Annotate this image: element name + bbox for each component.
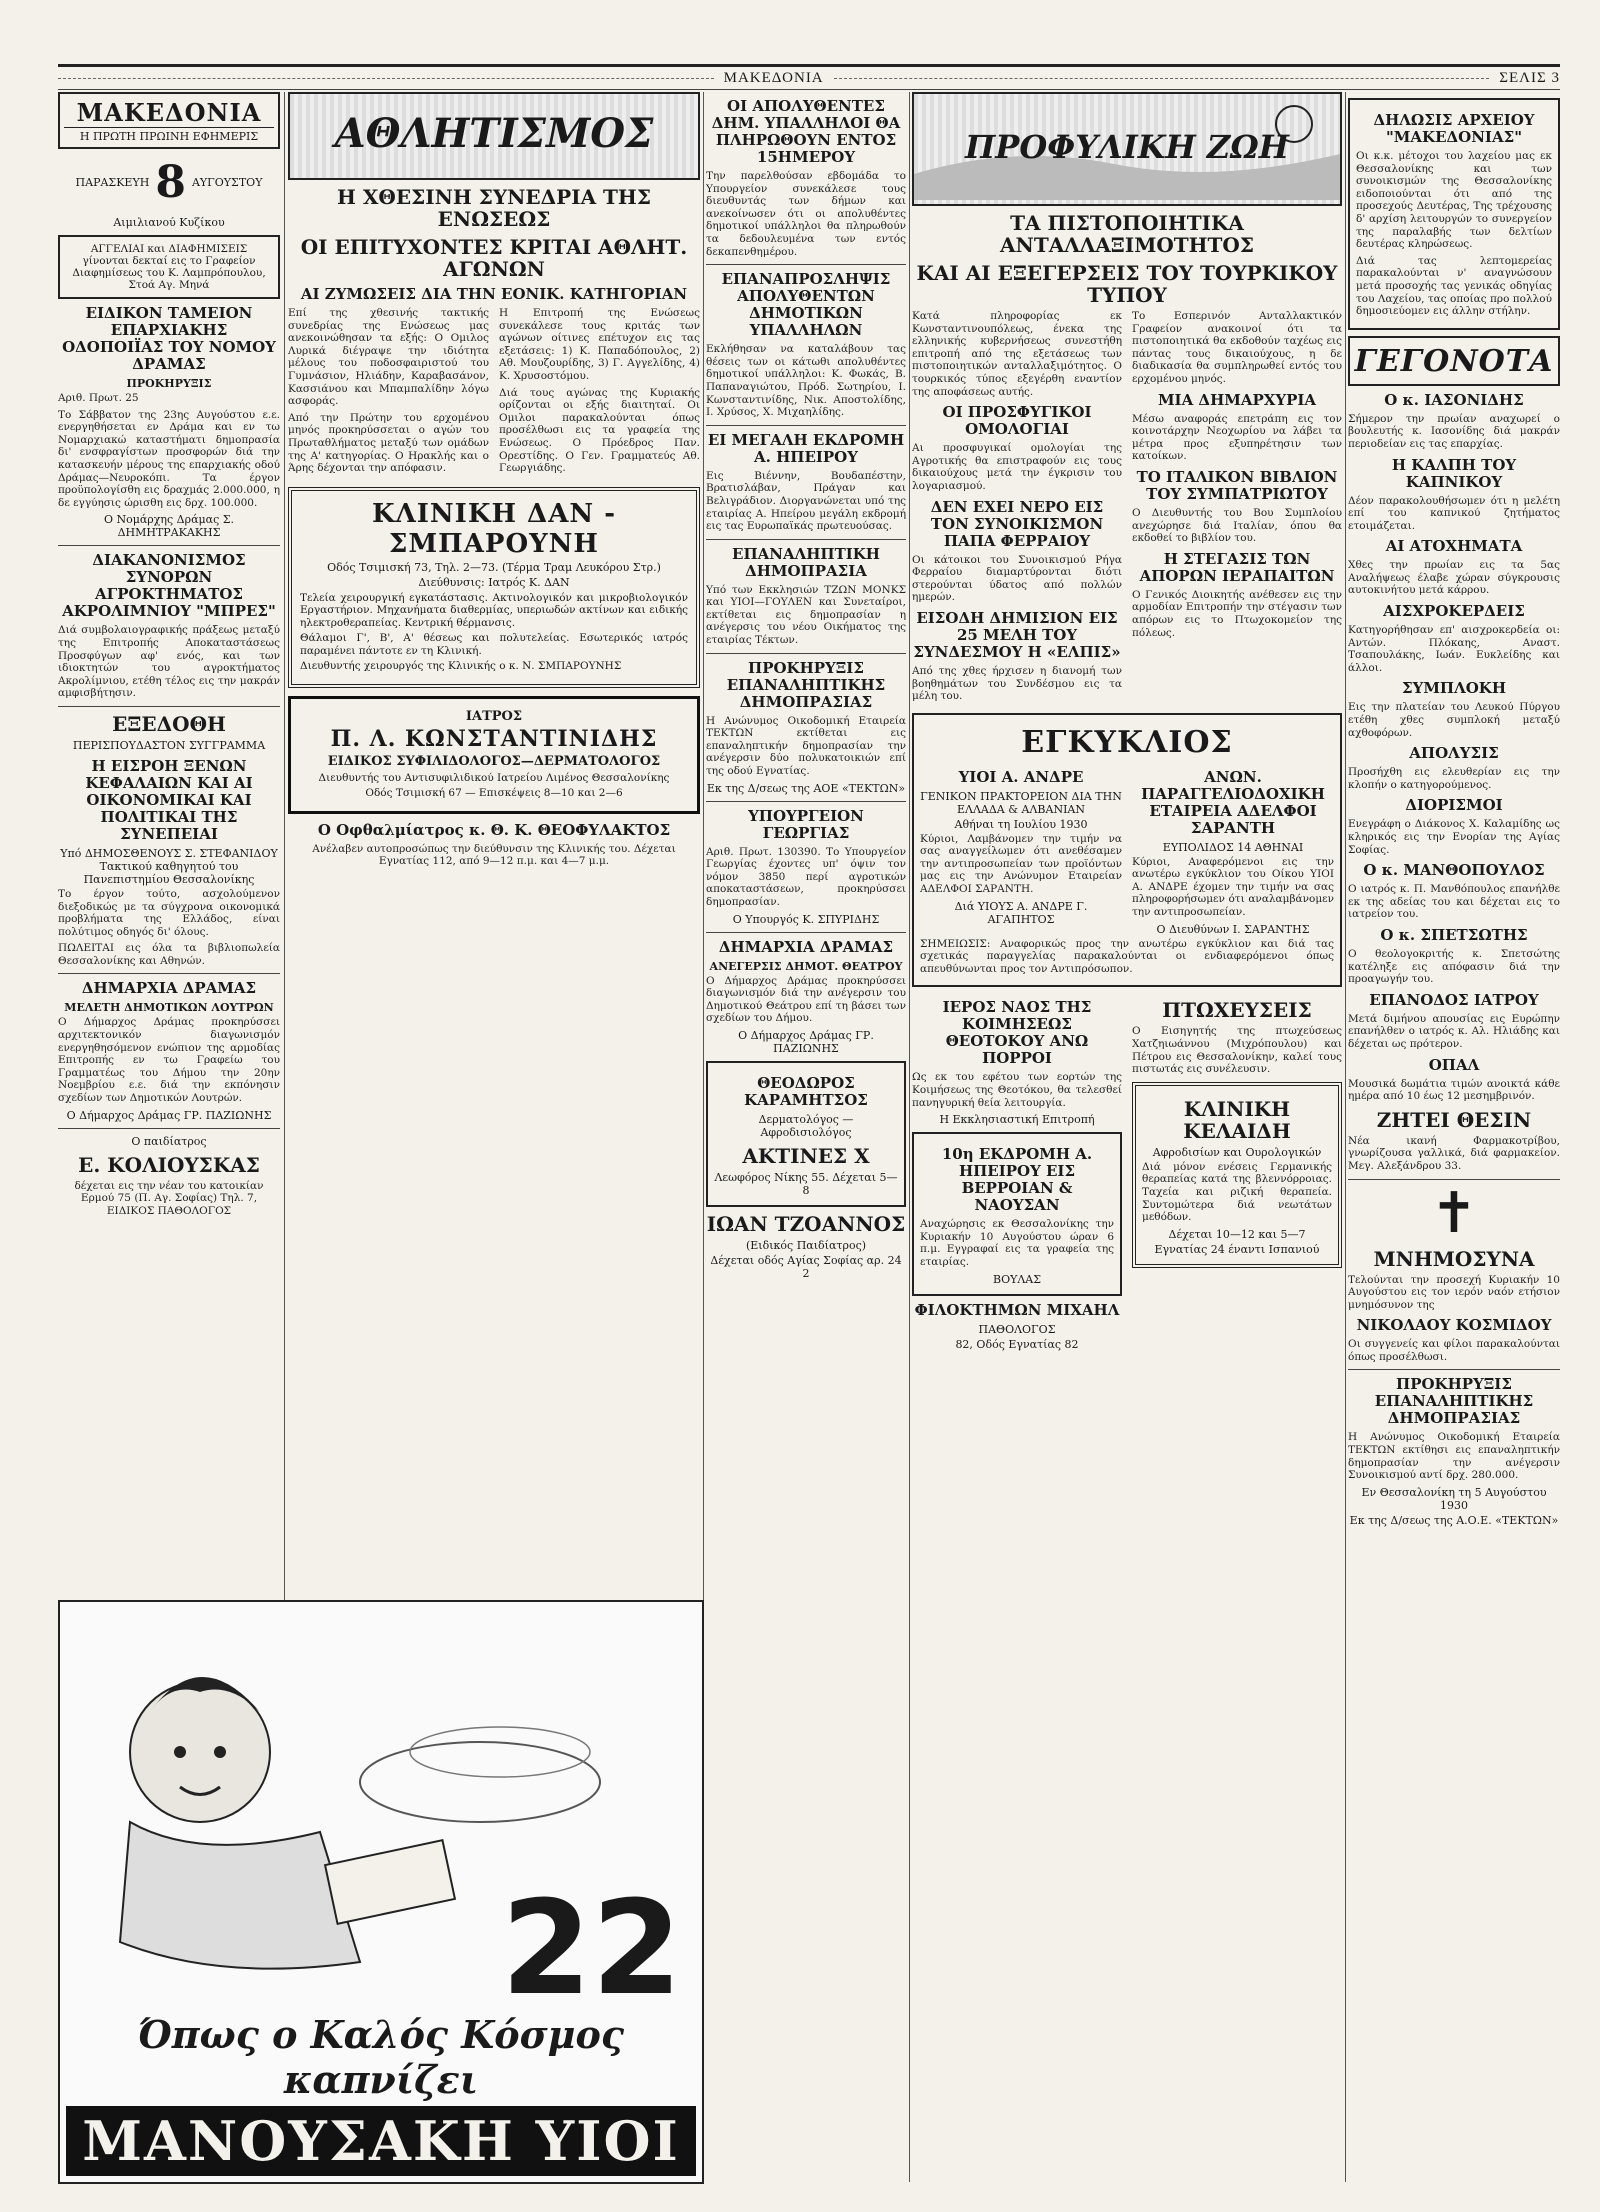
exedothi-body: Το έργον τούτο, ασχολούμενον διεξοδικώς με τα σύγχρονα οικονομικά προβλήματα της Ελλάδος, είναι πολύτιμος οδηγός δι' όλους. bbox=[58, 887, 280, 938]
encyclical-left-heading: ΥΙΟΙ Α. ΑΝΔΡΕ bbox=[958, 767, 1084, 786]
c4-body-7: Ο Διευθυντής του Βου Συμπλοίου ανεχώρησε διά Ιταλίαν, όπου θα εκδοθεί το βιβλίον του. bbox=[1132, 506, 1342, 545]
divider bbox=[58, 706, 280, 707]
karamitsos-rays: ΑΚΤΙΝΕΣ Χ bbox=[742, 1143, 870, 1168]
c4-col-b bbox=[1132, 310, 1342, 707]
encyclical-right bbox=[1132, 763, 1334, 938]
tameion-heading: ΕΙΔΙΚΟΝ ΤΑΜΕΙΟΝ ΕΠΑΡΧΙΑΚΗΣ ΟΔΟΠΟΙΪΑΣ ΤΟΥ ΝΟΜΟΥ ΔΡΑΜΑΣ bbox=[62, 304, 276, 373]
news-10-body: Μετά διμήνου απουσίας εις Ευρώπην επανήλθεν ο ιατρός κ. Αλ. Ηλιάδης και δέχεται ως πρότερον. bbox=[1348, 1012, 1560, 1050]
c3-body-7: Ο Δήμαρχος Δράμας προκηρύσσει διαγωνισμόν διά την ανέγερσιν του Δημοτικού Θεάτρου επί τη βάσει των σχεδίων του Δήμου. bbox=[706, 974, 906, 1025]
news-6-heading: ΑΠΟΛΥΣΙΣ bbox=[1409, 744, 1499, 763]
c4-headline-1: ΤΑ ΠΙΣΤΟΠΟΙΗΤΙΚΑ ΑΝΤΑΛΛΑΞΙΜΟΤΗΤΟΣ bbox=[1000, 211, 1254, 257]
dimarchia-subheading: ΜΕΛΕΤΗ ΔΗΜΟΤΙΚΩΝ ΛΟΥΤΡΩΝ bbox=[64, 1001, 274, 1015]
c3-body-1: Την παρελθούσαν εβδομάδα το Υπουργείον συνεκάλεσε τους διευθυντάς των δήμων και ανεκοίνωσεν ότι οι απολυθέντες δημοτικοί υπάλληλοι θα πληρωθούν τα δεδουλευμένα των εντός δεκαπενθημέρου. bbox=[706, 170, 906, 258]
michail-specialty: ΠΑΘΟΛΟΓΟΣ bbox=[978, 1322, 1056, 1336]
divider bbox=[1348, 1179, 1560, 1180]
encyclical-note: ΣΗΜΕΙΩΣΙΣ: Αναφορικώς προς την ανωτέρω εγκύκλιον και διά τας σχετικάς παραγγελίας παρακαλούνται οι ενδιαφερόμενοι όπως απευθύνωνται προς τον Αντιπρόσωπον. bbox=[920, 937, 1334, 975]
konstantinidis-label: ΙΑΤΡΟΣ bbox=[465, 708, 523, 724]
c4-headline-4: ΔΕΝ ΕΧΕΙ ΝΕΡΟ ΕΙΣ ΤΟΝ ΣΥΝΟΙΚΙΣΜΟΝ ΠΑΠΑ ΦΕΡΡΑΙΟΥ bbox=[930, 497, 1104, 550]
dimarchia-signature: Ο Δήμαρχος Δράμας ΓΡ. ΠΑΖΙΩΝΗΣ bbox=[66, 1108, 272, 1122]
job-wanted-heading: ΖΗΤΕΙ ΘΕΣΙΝ bbox=[1376, 1107, 1532, 1132]
c4-headline-2: ΟΙ ΠΡΟΣΦΥΓΙΚΟΙ ΟΜΟΛΟΓΙΑΙ bbox=[942, 403, 1092, 439]
lottery-heading: ΔΗΛΩΣΙΣ ΑΡΧΕΙΟΥ "ΜΑΚΕΔΟΝΙΑΣ" bbox=[1373, 111, 1535, 146]
news-9-body: Ο θεολογοκριτής κ. Σπετσώτης κατέληξε εις απόφασιν διά την προαγωγήν του. bbox=[1348, 947, 1560, 986]
memorial-body-2: Οι συγγενείς και φίλοι παρακαλούνται όπως προσέλθωσι. bbox=[1348, 1338, 1560, 1363]
tobacco-brand-number: 22 bbox=[501, 1872, 682, 2024]
divider bbox=[58, 1128, 280, 1129]
news-1-body: Σήμερον την πρωίαν αναχωρεί ο βουλευτής κ. Ιασονίδης διά μακράν περιοδείαν εις τας επαρχίας. bbox=[1348, 412, 1560, 450]
c3-body-5: Η Ανώνυμος Οικοδομική Εταιρεία ΤΕΚΤΩΝ εκτίθεται εις επαναληπτικήν δημοπρασίαν την ανέγερσιν δύο πολυκατοικιών επί της οδού Εγνατίας. bbox=[706, 714, 906, 778]
sports-body-1: Επί της χθεσινής τακτικής συνεδρίας της Ενώσεως μας ανεκοινώθησαν τα εξής: Ο Ομιλος Λυρικά διέγραψε την ιδιότητα μέλους του ποδοσφαιριστού του Γυμνάσιον, Ηλιάδην, Καραβασάνον, Κασσιάνου και Μπαμπαλίδην λόγω ασφοράς. bbox=[288, 307, 489, 408]
clinic-address: Οδός Τσιμισκή 73, Τηλ. 2—73. (Τέρμα Τραμ Λευκόρου Στρ.) bbox=[327, 560, 661, 574]
c3-signature-5: Εκ της Δ/σεως της ΑΟΕ «ΤΕΚΤΩΝ» bbox=[706, 781, 906, 795]
lottery-note: Διά τας λεπτομερείας παρακαλούνται ν' αναγνώσουν μετά προσοχής τας γενικάς οδηγίας του Λαχείου, τας οποίας προ πολλού δημοσιεύομεν εις άλλην στήλην. bbox=[1356, 254, 1552, 318]
c3-headline-3: ΕΙ ΜΕΓΑΛΗ ΕΚΔΡΟΜΗ Α. ΗΠΕΙΡΟΥ bbox=[707, 430, 905, 466]
diag-body: Διά συμβολαιογραφικής πράξεως μεταξύ της Επιτροπής Αποκαταστάσεως Προσφύγων αφ' ενός, και των ιδιοκτητών του αγροκτήματος Ακρολίμνιου, ετέθη τέλος εις την μακράν αμφισβήτησιν. bbox=[58, 624, 280, 700]
divider bbox=[706, 425, 906, 426]
c3-body-6: Αριθ. Πρωτ. 130390. Το Υπουργείον Γεωργίας έχοντες υπ' όψιν τον νόμον 3850 περί αγροτικών αποκαταστάσεων, προκηρύσσει δημοπρασίαν. bbox=[706, 845, 906, 908]
kelaidi-address: Εγνατίας 24 έναντι Ισπανιού bbox=[1154, 1242, 1320, 1256]
kelaidi-title: ΚΛΙΝΙΚΗ ΚΕΛΑΙΔΗ bbox=[1183, 1096, 1291, 1143]
koliouskas-body: δέχεται εις την νέαν του κατοικίαν Ερμού 75 (Π. Αγ. Σοφίας) Τηλ. 7, ΕΙΔΙΚΟΣ ΠΑΘΟΛΟΓΟΣ bbox=[74, 1179, 264, 1217]
sports-article-col-b bbox=[499, 307, 700, 479]
koliouskas-name: Ε. ΚΟΛΙΟΥΣΚΑΣ bbox=[78, 1152, 260, 1177]
cross-icon: ✝ bbox=[1430, 1180, 1478, 1246]
bankruptcies-body: Ο Εισηγητής της πτωχεύσεως Χατζηιωάννου (Μιχρόπουλου) και Πέτρου εις Θεσσαλονίκην, καλεί τους πιστωτάς εις συνέλευσιν. bbox=[1132, 1025, 1342, 1076]
logo-title: ΜΑΚΕΔΟΝΙΑ bbox=[76, 98, 262, 127]
news-3-body: Χθες την πρωίαν εις τα 5ας Αναλήψεως έλαβε χώραν σύγκρουσις αυτοκινήτου μετά κάρρου. bbox=[1348, 559, 1560, 597]
news-3-heading: ΑΙ ΑΤΟΧΗΜΑΤΑ bbox=[1385, 537, 1523, 556]
auction-body: Η Ανώνυμος Οικοδομική Εταιρεία ΤΕΚΤΩΝ εκτίθησι εις επαναληπτικήν δημοπρασίαν την ανέγερσιν Συνοικισμού αντί δρχ. 280.000. bbox=[1348, 1431, 1560, 1482]
news-9-heading: Ο κ. ΣΠΕΤΣΩΤΗΣ bbox=[1380, 925, 1528, 944]
news-2-body: Δέον παρακολουθήσωμεν ότι η μελέτη επί του καπνικού ζητήματος ετοιμάζεται. bbox=[1348, 494, 1560, 532]
tobacco-slogan: Όπως ο Καλός Κόσμος καπνίζει bbox=[138, 2012, 624, 2102]
clinic-director: Διεύθυνσις: Ιατρός Κ. ΔΑΝ bbox=[418, 575, 570, 589]
encyclical-left-date: Αθήναι τη Ιουλίου 1930 bbox=[954, 817, 1088, 831]
encyclical-right-body: Κύριοι, Αναφερόμενοι εις την ανωτέρω εγκύκλιον του Οίκου ΥΙΟΙ Α. ΑΝΔΡΕ έχομεν την τιμήν να σας πληροφορήσωμεν ότι αναλαμβάνομεν την αντιπροσωπείαν. bbox=[1132, 855, 1334, 919]
divider bbox=[1348, 1369, 1560, 1370]
church-body: Ως εκ του εφέτου των εορτών της Κοιμήσεως της Θεοτόκου, θα τελεσθεί πανηγυρική θεία λειτουργία. bbox=[912, 1071, 1122, 1109]
encyclical-notice bbox=[912, 713, 1342, 988]
c3-headline-2: ΕΠΑΝΑΠΡΟΣΛΗΨΙΣ ΑΠΟΛΥΘΕΝΤΩΝ ΔΗΜΟΤΙΚΩΝ ΥΠΑΛΛΗΛΩΝ bbox=[721, 270, 891, 340]
dimarchia-body: Ο Δήμαρχος Δράμας προκηρύσσει αρχιτεκτονικόν διαγωνισμόν ενεργηθησόμενον ενώπιον της αρμοδίας Επιτροπής εν τω Γραφείω του Γραμματέως του Δήμου την 20ην Νοεμβρίου ε.ε. διά την εκπόνησιν σχεδίων των Δημοτικών Λουτρών. bbox=[58, 1016, 280, 1105]
excursion-signature: ΒΟΥΛΑΣ bbox=[992, 1272, 1042, 1286]
news-1-heading: Ο κ. ΙΑΣΟΝΙΔΗΣ bbox=[1384, 390, 1524, 409]
encyclical-right-signature: Ο Διευθύνων Ι. ΣΑΡΑΝΤΗΣ bbox=[1156, 922, 1310, 936]
exedothi-author: Υπό ΔΗΜΟΣΘΕΝΟΥΣ Σ. ΣΤΕΦΑΝΙΔΟΥ Τακτικού καθηγητού του Πανεπιστημίου Θεσσαλονίκης bbox=[60, 846, 278, 886]
sports-body-4: Διά τους αγώνας της Κυριακής ορίζονται οι εξής διαιτηταί. Οι Ομιλοι παρακαλούνται όπως προσέλθωσι εις τα γραφεία της Ενώσεως. Ο Πρόεδρος Παν. Ορεστίδης. Ο Γεν. Γραμματεύς Αθ. Γεωργιάδης. bbox=[499, 386, 700, 475]
masthead bbox=[58, 64, 1560, 90]
column-rule bbox=[1345, 92, 1346, 2182]
excursion-heading: 10η ΕΚΔΡΟΜΗ Α. ΗΠΕΙΡΟΥ ΕΙΣ ΒΕΡΡΟΙΑΝ & ΝΑΟΥΣΑΝ bbox=[941, 1145, 1093, 1215]
auction-signature: Εκ της Δ/σεως της Α.Ο.Ε. «ΤΕΚΤΩΝ» bbox=[1349, 1513, 1559, 1527]
news-2-heading: Η ΚΑΛΠΗ ΤΟΥ ΚΑΠΝΙΚΟΥ bbox=[1391, 455, 1517, 491]
c3-headline-4: ΕΠΑΝΑΛΗΠΤΙΚΗ ΔΗΜΟΠΡΑΣΙΑ bbox=[732, 544, 880, 580]
c3-headline-1: ΟΙ ΑΠΟΛΥΘΕΝΤΕΣ ΔΗΜ. ΥΠΑΛΛΗΛΟΙ ΘΑ ΠΛΗΡΩΘΟΥΝ ΕΝΤΟΣ 15ΗΜΕΡΟΥ bbox=[711, 97, 901, 166]
bankruptcies-heading: ΠΤΩΧΕΥΣΕΙΣ bbox=[1162, 998, 1312, 1023]
church-signature: Η Εκκλησιαστική Επιτροπή bbox=[939, 1113, 1095, 1127]
divider bbox=[706, 264, 906, 265]
c4-headline-7: Η ΣΤΕΓΑΣΙΣ ΤΩΝ ΑΠΟΡΩΝ ΙΕΡΑΠΑΙΤΩΝ bbox=[1139, 549, 1335, 585]
tzoannos-name: ΙΩΑΝ ΤΖΟΑΝΝΟΣ bbox=[706, 1211, 906, 1236]
tameion-ref: Αριθ. Πρωτ. 25 bbox=[58, 392, 139, 404]
encyclical-columns bbox=[920, 763, 1334, 938]
logo-subtitle: Η ΠΡΩΤΗ ΠΡΩΙΝΗ ΕΦΗΜΕΡΙΣ bbox=[64, 127, 274, 143]
karamitsos-advert bbox=[706, 1061, 906, 1207]
sports-body-3: Η Επιτροπή της Ενώσεως συνεκάλεσε τους κριτάς των αγώνων οίτινες επέτυχον εις τας εξετάσεις: 1) Κ. Παπαδόπουλος, 2) Αθ. Μουζουρίδης, 3) Γ. Αγγελίδης, 4) Κ. Χρυσοστόμου. bbox=[499, 307, 700, 382]
newspaper-logo bbox=[58, 92, 280, 149]
news-8-heading: Ο κ. ΜΑΝΘΟΠΟΥΛΟΣ bbox=[1363, 861, 1545, 880]
sports-body-2: Από την Πρώτην του ερχομένου μηνός προκηρύσσεται ο αγών του Πρωταθλήματος μεταξύ των ομάδων της Α' κατηγορίας. Ο Ηρακλής και ο Άρης δέχονται την απόφασιν. bbox=[288, 411, 489, 475]
dimarchia-heading: ΔΗΜΑΡΧΙΑ ΔΡΑΜΑΣ bbox=[81, 979, 257, 998]
c4-body-3: Αι προσφυγικαί ομολογίαι της Αγροτικής θα επιστραφούν εις τους δικαιούχους μετά την έγκρισιν του λογαριασμού. bbox=[912, 442, 1122, 492]
c3-body-4: Υπό των Εκκλησιών ΤΖΩΝ ΜΟΝΚΣ και ΥΙΟΙ—ΓΟΥΛΕΝ και Συνεταίροι, εκτίθεται εις δημοπρασίαν η ανέγερσις του νέου Οικήματος της εταιρίας Τέκτων. bbox=[706, 583, 906, 647]
news-7-body: Ενεγράφη ο Διάκονος Χ. Καλαμίδης ως κληρικός εις την Ενορίαν της Αγίας Σοφίας. bbox=[1348, 818, 1560, 856]
karamitsos-address: Λεωφόρος Νίκης 55. Δέχεται 5—8 bbox=[714, 1170, 898, 1197]
clinic-title: ΚΛΙΝΙΚΗ ΔΑΝ - ΣΜΠΑΡΟΥΝΗ bbox=[371, 498, 617, 559]
kelaidi-hours: Δέχεται 10—12 και 5—7 bbox=[1168, 1227, 1306, 1241]
encyclical-title: ΕΓΚΥΚΛΙΟΣ bbox=[1021, 724, 1233, 760]
lottery-body: Οι κ.κ. μέτοχοι του λαχείου μας εκ Θεσσαλονίκης και των συνοικισμών της Θεσσαλονίκης ειδοποιούνται ότι από της προσεχούς Δευτέρας, Της τρέχουσης δ' αρχίση λειτουργών το συνεργείον της παραλαβής των δελτίων δευτέρας κληρώσεως. bbox=[1356, 150, 1552, 251]
refugee-banner bbox=[912, 92, 1342, 206]
konstantinidis-body: Διευθυντής του Αντισυφιλιδικού Ιατρείου Λιμένος Θεσσαλονίκης bbox=[318, 771, 670, 784]
c3-body-3: Εις Βιέννην, Βουδαπέστην, Βρατισλάβαν, Πράγαν και Βελιγράδιον. Διοργανώνεται υπό της εταιρίας Α. Ηπείρου μεγάλη εκδρομή εις τας Ευρωπαϊκάς πρωτευούσας. bbox=[706, 469, 906, 533]
date-block bbox=[58, 157, 280, 208]
exedothi-sale: ΠΩΛΕΙΤΑΙ εις όλα τα βιβλιοπωλεία Θεσσαλονίκης και Αθηνών. bbox=[58, 942, 280, 967]
news-section-title: ΓΕΓΟΝΟΤΑ bbox=[1354, 343, 1554, 379]
divider bbox=[706, 539, 906, 540]
ophthalmologist-title: Ο Οφθαλμίατρος κ. Θ. Κ. ΘΕΟΦΥΛΑΚΤΟΣ bbox=[317, 820, 671, 839]
karamitsos-specialty: Δερματολόγος — Αφροδισιολόγος bbox=[758, 1112, 854, 1139]
divider bbox=[706, 932, 906, 933]
c3-signature-6: Ο Υπουργός Κ. ΣΠΥΡΙΔΗΣ bbox=[732, 912, 880, 926]
konstantinidis-advert bbox=[288, 696, 700, 814]
sports-banner-title: ΑΘΛΗΤΙΣΜΟΣ bbox=[334, 110, 654, 157]
exedothi-heading: ΕΞΕΔΟΘΗ bbox=[112, 711, 226, 736]
column-5 bbox=[1348, 92, 1560, 2182]
clinic-body: Τελεία χειρουργική εγκατάστασις. Ακτινολογικόν και μικροβιολογικόν Εργαστήριον. Μηχανήματα διαθερμίας, υπεριωδών ακτίνων και ειδικής ηλεκτροθεραπείας. Κεντρική θέρμανσις. bbox=[300, 591, 688, 629]
encyclical-right-heading: ΑΝΩΝ. ΠΑΡΑΓΓΕΛΙΟΔΟΧΙΚΗ ΕΤΑΙΡΕΙΑ ΑΔΕΛΦΟΙ ΣΑΡΑΝΤΗ bbox=[1141, 767, 1325, 837]
tameion-signature: Ο Νομάρχης Δράμας Σ. ΔΗΜΗΤΡΑΚΑΚΗΣ bbox=[103, 513, 235, 540]
karamitsos-name: ΘΕΟΔΩΡΟΣ ΚΑΡΑΜΗΤΣΟΣ bbox=[744, 1073, 868, 1109]
c4-headline-1b: ΚΑΙ ΑΙ ΕΞΕΓΕΡΣΕΙΣ ΤΟΥ ΤΟΥΡΚΙΚΟΥ ΤΥΠΟΥ bbox=[916, 261, 1338, 307]
konstantinidis-address: Οδός Τσιμισκή 67 — Επισκέψεις 8—10 και 2—6 bbox=[365, 787, 623, 800]
c4-headline-3: ΜΙΑ ΔΗΜΑΡΧΥΡΙΑ bbox=[1157, 390, 1317, 409]
divider bbox=[706, 801, 906, 802]
memorial-body: Τελούνται την προσεχή Κυριακήν 10 Αυγούστου εις τον ιερόν ναόν ετήσιον μνημόσυνον της bbox=[1348, 1273, 1560, 1311]
c4-body-2: Το Εσπερινόν Ανταλλακτικόν Γραφείον ανακοινοί ότι τα πιστοποιητικά θα εκδοθούν ταχέως εις πάντας τους δικαιούχους, η δε διαδικασία θα συμπληρωθεί εντός του ερχομένου μηνός. bbox=[1132, 310, 1342, 385]
michail-address: 82, Οδός Εγνατίας 82 bbox=[955, 1337, 1079, 1351]
koliouskas-label: Ο παιδίατρος bbox=[131, 1134, 207, 1148]
c3-signature-7: Ο Δήμαρχος Δράμας ΓΡ. ΠΑΖΙΩΝΗΣ bbox=[738, 1028, 874, 1055]
memorial-name: ΝΙΚΟΛΑΟΥ ΚΟΣΜΙΔΟΥ bbox=[1356, 1316, 1552, 1335]
masthead-left-rule bbox=[58, 78, 714, 79]
c4-body-1: Κατά πληροφορίας εκ Κωνσταντινουπόλεως, ένεκα της ελληνικής κυβερνήσεως συνεστήθη επιτροπή από της εξετάσεως των πιστοποιητικών ανταλλαξιμότητος. Ο τουρκικός τύπος εξεγέρθη εναντίον της αποφάσεως αυτής. bbox=[912, 310, 1122, 398]
encyclical-left bbox=[920, 763, 1122, 938]
sports-headline-2: ΟΙ ΕΠΙΤΥΧΟΝΤΕΣ ΚΡΙΤΑΙ ΑΘΛΗΤ. ΑΓΩΝΩΝ bbox=[300, 235, 688, 281]
news-11-heading: ΟΠΑΛ bbox=[1428, 1055, 1480, 1074]
clinic-advert bbox=[288, 487, 700, 688]
tameion-body: Το Σάββατον της 23ης Αυγούστου ε.ε. ενεργηθήσεται εν Δράμα και εν τω Νομαρχιακώ καταστήματι δημοπρασία δι' ενσφραγίστων προσφορών διά την κατασκευήν μέρους της επαρχιακής οδού Δράμας—Νευροκόπι. Τα έργον προϋπολογίσθη εις δραχμάς 2.000.000, η δε εγγύησις ώρισθη εις δρχ. 100.000. bbox=[58, 408, 280, 509]
month-name: ΑΥΓΟΥΣΤΟΥ bbox=[191, 176, 263, 189]
sports-headline-3: ΑΙ ΖΥΜΩΣΕΙΣ ΔΙΑ ΤΗΝ ΕΟΝΙΚ. ΚΑΤΗΓΟΡΙΑΝ bbox=[300, 285, 688, 303]
encyclical-left-body: Κύριοι, Λαμβάνομεν την τιμήν να σας αναγγείλωμεν ότι ανεθέσαμεν την αντιπροσωπείαν των προϊόντων μας εις την Ανώνυμον Εταιρείαν ΑΔΕΛΦΟΙ ΣΑΡΑΝΤΗ. bbox=[920, 832, 1122, 896]
news-5-body: Εις την πλατείαν του Λευκού Πύργου ετέθη χθες συμπλοκή μεταξύ αχθοφόρων. bbox=[1348, 701, 1560, 739]
c3-headline-7: ΔΗΜΑΡΧΙΑ ΔΡΑΜΑΣ bbox=[718, 937, 894, 956]
kelaidi-body: Διά μόνον ενέσεις Γερμανικής θεραπείας κατά της βλεννόρροιας. Ταχεία και ριζική θεραπεία. Συντομώτερα διά νεωτάτων μεθόδων. bbox=[1142, 1160, 1332, 1224]
news-10-heading: ΕΠΑΝΟΔΟΣ ΙΑΤΡΟΥ bbox=[1369, 990, 1539, 1009]
column-rule bbox=[909, 92, 910, 2182]
divider bbox=[58, 545, 280, 546]
page-number: ΣΕΛΙΣ 3 bbox=[1499, 69, 1561, 86]
encyclical-right-address: ΕΥΠΟΛΙΔΟΣ 14 ΑΘΗΝΑΙ bbox=[1162, 840, 1304, 854]
exedothi-book-title: Η ΕΙΣΡΟΗ ΞΕΝΩΝ ΚΕΦΑΛΑΙΩΝ ΚΑΙ ΑΙ ΟΙΚΟΝΟΜΙΚΑΙ ΚΑΙ ΠΟΛΙΤΙΚΑΙ ΤΗΣ ΣΥΝΕΠΕΙΑΙ bbox=[85, 756, 253, 843]
konstantinidis-specialty: ΕΙΔΙΚΟΣ ΣΥΦΙΛΙΔΟΛΟΓΟΣ—ΔΕΡΜΑΤΟΛΟΓΟΣ bbox=[327, 753, 661, 769]
news-11-body: Μουσικά δωμάτια τιμών ανοικτά κάθε ημέρα από 10 έως 12 μεσημβρινόν. bbox=[1348, 1077, 1560, 1103]
ophthalmologist-body: Ανέλαβεν αυτοπροσώπως την διεύθυνσιν της Κλινικής του. Δέχεται Εγνατίας 112, από 9—12 π.μ. και 4—7 μ.μ. bbox=[312, 842, 676, 868]
job-wanted-body: Νέα ικανή Φαρμακοτρίβου, γνωρίζουσα γαλλικά, διά φαρμακείον. Μεγ. Αλεξάνδρου 33. bbox=[1348, 1134, 1560, 1172]
kelaidi-subtitle: Αφροδισίων και Ουρολογικών bbox=[1152, 1145, 1322, 1159]
c4-lower-col-a bbox=[912, 993, 1122, 1352]
excursion-box bbox=[912, 1132, 1122, 1295]
day-number: 8 bbox=[155, 157, 186, 208]
news-5-heading: ΣΥΜΠΛΟΚΗ bbox=[1402, 679, 1506, 698]
divider bbox=[706, 653, 906, 654]
c3-headline-5: ΠΡΟΚΗΡΥΞΙΣ ΕΠΑΝΑΛΗΠΤΙΚΗΣ ΔΗΜΟΠΡΑΣΙΑΣ bbox=[726, 658, 886, 711]
clinic-surgeon: Διευθυντής χειρουργός της Κλινικής ο κ. Ν. ΣΜΠΑΡΟΥΝΗΣ bbox=[300, 660, 622, 673]
sports-headline-1: Η ΧΘΕΣΙΝΗ ΣΥΝΕΔΡΙΑ ΤΗΣ ΕΝΩΣΕΩΣ bbox=[337, 185, 651, 231]
saint-of-day: Αιμιλιανού Κυζίκου bbox=[113, 216, 225, 229]
c3-headline-6: ΥΠΟΥΡΓΕΙΟΝ ΓΕΩΡΓΙΑΣ bbox=[748, 806, 864, 842]
kelaidi-clinic-advert bbox=[1132, 1082, 1342, 1268]
c4-upper-columns bbox=[912, 310, 1342, 707]
memorial-heading: ΜΝΗΜΟΣΥΝΑ bbox=[1373, 1246, 1535, 1271]
masthead-title: ΜΑΚΕΔΟΝΙΑ bbox=[723, 69, 824, 86]
diag-heading: ΔΙΑΚΑΝΟΝΙΣΜΟΣ ΣΥΝΟΡΩΝ ΑΓΡΟΚΤΗΜΑΤΟΣ ΑΚΡΟΛΙΜΝΙΟΥ "ΜΠΡΕΣ" bbox=[62, 551, 276, 621]
c3-body-2: Εκλήθησαν να καταλάβουν τας θέσεις των οι κάτωθι απολυθέντες δημοτικοί υπάλληλοι: Κ. Φωκάς, Β. Παπαναγιώτου, Πρόδ. Σωτηρίου, Ι. Κωνσταντινίδης, Νικ. Αποστολίδης, Ι. Χρύσος, Χ. Μιχαηλίδης. bbox=[706, 343, 906, 419]
column-3 bbox=[706, 92, 906, 2182]
c4-body-6: Από της χθες ήρχισεν η διανομή των βοηθημάτων του Συνδέσμου εις τα μέλη του. bbox=[912, 664, 1122, 703]
c4-body-4: Μέσω αναφοράς επετράπη εις τον κοινοτάρχην Νεοχωρίου να λάβει τα μέτρα προς εξυπηρέτησιν των κατοίκων. bbox=[1132, 412, 1342, 463]
c4-headline-5: ΕΙΣΟΔΗ ΔΗΜΙΣΙΟΝ ΕΙΣ 25 ΜΕΛΗ ΤΟΥ ΣΥΝΔΕΣΜΟΥ Η «ΕΛΠΙΣ» bbox=[913, 608, 1121, 661]
tobacco-brand-name: ΜΑΝΟΥΣΑΚΗ ΥΙΟΙ bbox=[66, 2106, 696, 2176]
c4-lower-col-b bbox=[1132, 993, 1342, 1352]
news-7-heading: ΔΙΟΡΙΣΜΟΙ bbox=[1405, 796, 1503, 815]
sports-article bbox=[288, 307, 700, 479]
michail-name: ΦΙΛΟΚΤΗΜΩΝ ΜΙΧΑΗΛ bbox=[914, 1300, 1120, 1319]
news-4-heading: ΑΙΣΧΡΟΚΕΡΔΕΙΣ bbox=[1383, 602, 1525, 621]
tzoannos-specialty: (Ειδικός Παιδίατρος) bbox=[745, 1238, 867, 1252]
tzoannos-address: Δέχεται οδός Αγίας Σοφίας αρ. 24 2 bbox=[710, 1253, 902, 1280]
column-4 bbox=[912, 92, 1342, 2182]
sports-article-col-a bbox=[288, 307, 489, 479]
exedothi-subheading: ΠΕΡΙΣΠΟΥΔΑΣΤΟΝ ΣΥΓΓΡΑΜΜΑ bbox=[72, 738, 266, 752]
news-section-title-box bbox=[1348, 336, 1560, 386]
column-2 bbox=[288, 92, 700, 1592]
c4-headline-6: ΤΟ ΙΤΑΛΙΚΟΝ ΒΙΒΛΙΟΝ ΤΟΥ ΣΥΜΠΑΤΡΙΩΤΟΥ bbox=[1136, 467, 1338, 503]
news-8-body: Ο ιατρός κ. Π. Μανθόπουλος επανήλθε εκ της αδείας του και δέχεται εις το ιατρείον του. bbox=[1348, 883, 1560, 921]
auction-heading: ΠΡΟΚΗΡΥΞΙΣ ΕΠΑΝΑΛΗΠΤΙΚΗΣ ΔΗΜΟΠΡΑΣΙΑΣ bbox=[1374, 1375, 1534, 1428]
c4-body-5: Οι κάτοικοι του Συνοικισμού Ρήγα Φερραίου διαμαρτύρονται διότι στερούνται ύδατος από πολλών ημερών. bbox=[912, 553, 1122, 604]
church-heading: ΙΕΡΟΣ ΝΑΟΣ ΤΗΣ ΚΟΙΜΗΣΕΩΣ ΘΕΟΤΟΚΟΥ ΑΝΩ ΠΟΡΡΟΙ bbox=[942, 998, 1092, 1068]
sports-banner bbox=[288, 92, 700, 180]
tameion-subheading: ΠΡΟΚΗΡΥΞΙΣ bbox=[126, 377, 212, 390]
c4-col-a bbox=[912, 310, 1122, 707]
divider bbox=[58, 973, 280, 974]
konstantinidis-name: Π. Λ. ΚΩΝΣΤΑΝΤΙΝΙΔΗΣ bbox=[330, 725, 658, 752]
ads-notice: ΑΓΓΕΛΙΑΙ και ΔΙΑΦΗΜΙΣΕΙΣ γίνονται δεκταί εις το Γραφείον Διαφημίσεως του Κ. Λαμπρόπουλου, Στοά Αγ. Μηνά bbox=[58, 235, 280, 299]
excursion-body: Αναχώρησις εκ Θεσσαλονίκης την Κυριακήν 10 Αυγούστου ώραν 6 π.μ. Εγγραφαί εις τα γραφεία της εταιρίας. bbox=[920, 1218, 1114, 1268]
lottery-declaration bbox=[1348, 98, 1560, 330]
auction-date: Εν Θεσσαλονίκη τη 5 Αυγούστου 1930 bbox=[1361, 1485, 1547, 1512]
day-name: ΠΑΡΑΣΚΕΥΗ bbox=[75, 176, 150, 189]
news-4-body: Κατηγορήθησαν επ' αισχροκερδεία οι: Αντών. Πλόκαης, Αναστ. Τσαπουλάκης, Ιωάν. Ευκλείδης και άλλοι. bbox=[1348, 624, 1560, 674]
tobacco-advert bbox=[58, 1600, 704, 2184]
c4-lower-columns bbox=[912, 993, 1342, 1352]
clinic-rooms: Θάλαμοι Γ', Β', Α' θέσεως και πολυτελείας. Εσωτερικός ιατρός παραμένει πάντοτε εν τη Κλινική. bbox=[300, 632, 688, 657]
news-6-body: Προσήχθη εις ελευθερίαν εις την κλοπήν ο κατηγορούμενος. bbox=[1348, 766, 1560, 791]
refugee-banner-title: ΠΡΟΦΥΛΙΚΗ ΖΩΗ bbox=[965, 128, 1289, 166]
masthead-mid-rule bbox=[834, 78, 1490, 79]
encyclical-left-subheading: ΓΕΝΙΚΟΝ ΠΡΑΚΤΟΡΕΙΟΝ ΔΙΑ ΤΗΝ ΕΛΛΑΔΑ & ΑΛΒΑΝΙΑΝ bbox=[920, 789, 1122, 816]
c4-body-8: Ο Γενικός Διοικητής ανέθεσεν εις την αρμοδίαν Επιτροπήν την στέγασιν των απόρων εις το Πτωχοκομείον της πόλεως. bbox=[1132, 588, 1342, 639]
c3-subheading-7: ΑΝΕΓΕΡΣΙΣ ΔΗΜΟΤ. ΘΕΑΤΡΟΥ bbox=[709, 959, 903, 973]
encyclical-left-signature: Διά ΥΙΟΥΣ Α. ΑΝΔΡΕ Γ. ΑΓΑΠΗΤΟΣ bbox=[954, 899, 1088, 926]
